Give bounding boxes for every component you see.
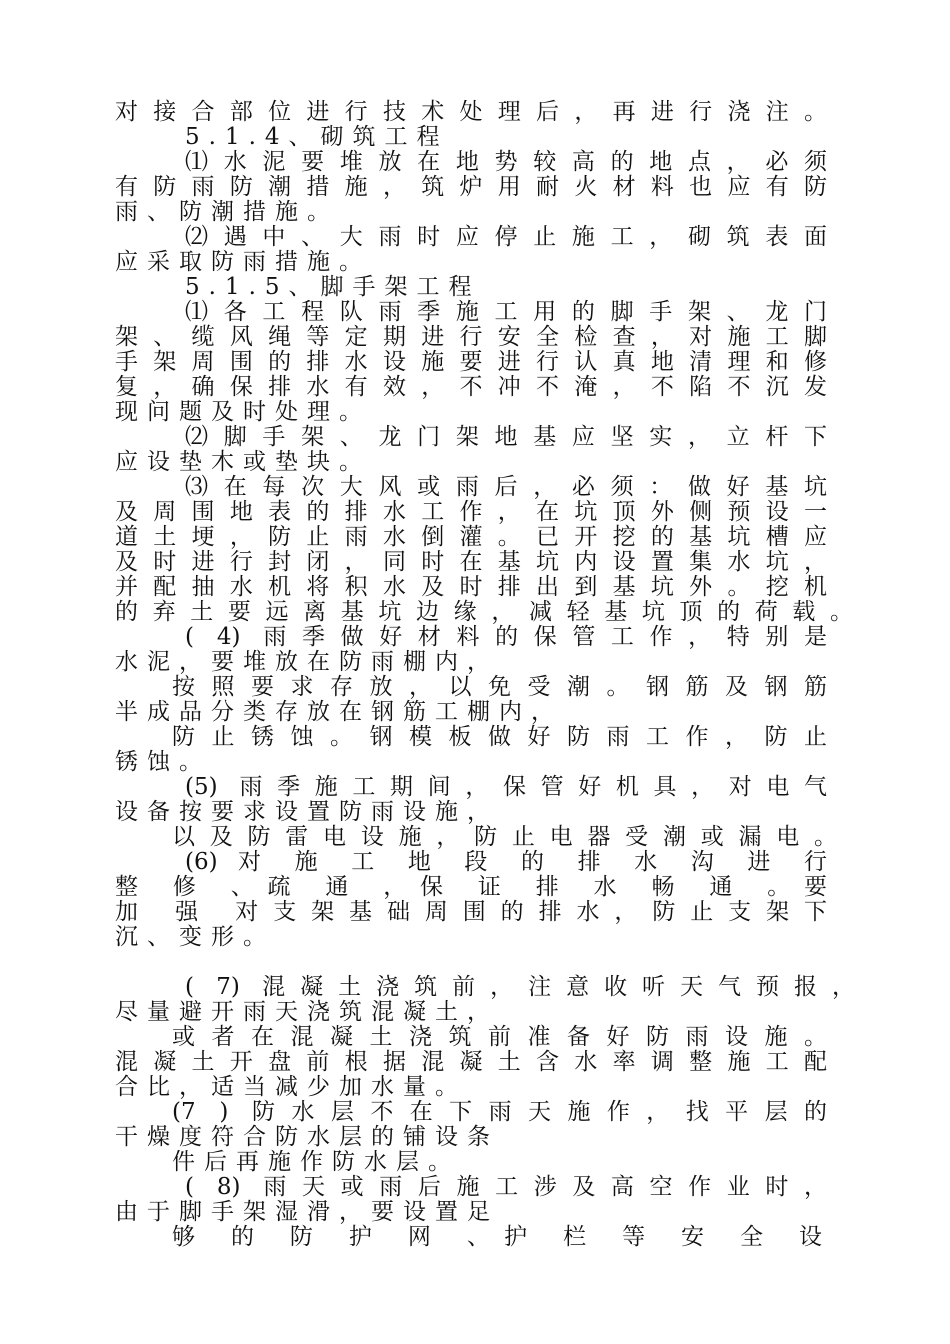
text-line: 够 的 防 护 网 、护 栏 等 安 全 设 (172, 1224, 822, 1250)
text-line: ⑵脚手架、龙门架地基应坚实，立杆下 (185, 424, 827, 450)
text-line: 应设垫木或垫块。 (115, 449, 371, 475)
text-line: (5) 雨季施工期间，保管好机具，对电气 (185, 774, 827, 800)
text-line: 件后再施作防水层。 (172, 1149, 460, 1175)
text-line: 有防雨防潮措施，筑炉用耐火材料也应有防 (115, 174, 827, 200)
text-line: (6) 对 施 工 地 段 的 排 水 沟 进 行 (185, 849, 827, 875)
text-line: 及时进行封闭，同时在基坑内设置集水坑， (115, 549, 827, 575)
text-line: 及周围地表的排水工作，在坑顶外侧预设一 (115, 499, 827, 525)
text-line: 尽量避开雨天浇筑混凝土， (115, 999, 499, 1025)
text-line: 道土埂，防止雨水倒灌。已开挖的基坑槽应 (115, 524, 827, 550)
text-line: ⑴水泥要堆放在地势较高的地点，必须 (185, 149, 827, 175)
text-line: ( 4) 雨季做好材料的保管工作，特别是 (185, 624, 827, 650)
text-line: 设备按要求设置防雨设施， (115, 799, 499, 825)
text-line: 干燥度符合防水层的铺设条 (115, 1124, 499, 1150)
text-line: 或者在混凝土浇筑前准备好防雨设施。 (172, 1024, 827, 1050)
section-heading: 5.1.4、砌筑工程 (185, 124, 449, 150)
text-line: 雨、防潮措施。 (115, 199, 339, 225)
text-line: 现问题及时处理。 (115, 399, 371, 425)
text-line: 以及防雷电设施，防止电器受潮或漏电。 (172, 824, 837, 850)
text-line: 水泥，要堆放在防雨棚内， (115, 649, 499, 675)
text-line: ⑵遇中、大雨时应停止施工，砌筑表面 (185, 224, 827, 250)
text-line: ( 8) 雨天或雨后施工涉及高空作业时， (185, 1174, 827, 1200)
text-line: ( 7) 混凝土浇筑前，注意收听天气预报， (185, 974, 855, 1000)
text-line: 对接合部位进行技术处理后，再进行浇注。 (115, 99, 827, 125)
section-heading: 5.1.5、脚手架工程 (185, 274, 481, 300)
text-line: 锈蚀。 (115, 749, 211, 775)
text-line: ⑶在每次大风或雨后，必须：做好基坑 (185, 474, 827, 500)
text-line: 手架周围的排水设施要进行认真地清理和修 (115, 349, 827, 375)
text-line: 复，确保排水有效，不冲不淹，不陷不沉发 (115, 374, 827, 400)
text-line: 混凝土开盘前根据混凝土含水率调整施工配 (115, 1049, 827, 1075)
text-line: 加 强 对支架基础周围的排水，防止支架下 (115, 899, 827, 925)
text-line: 合比，适当减少加水量。 (115, 1074, 467, 1100)
text-line: 按照要求存放，以免受潮。钢筋及钢筋 (172, 674, 827, 700)
text-line: (7 ) 防水层不在下雨天施作，找平层的 (172, 1099, 827, 1125)
text-line: 半成品分类存放在钢筋工棚内， (115, 699, 563, 725)
text-line: 的弃土要远离基坑边缘，减轻基坑顶的荷载。 (115, 599, 853, 625)
text-line: 架、缆风绳等定期进行安全检查，对施工脚 (115, 324, 827, 350)
text-line: 并配抽水机将积水及时排出到基坑外。挖机 (115, 574, 827, 600)
text-line: 整 修 、疏 通 ，保 证 排 水 畅 通 。要 (115, 874, 827, 900)
text-line: 防止锈蚀。钢模板做好防雨工作，防止 (172, 724, 827, 750)
text-line: 应采取防雨措施。 (115, 249, 371, 275)
text-line: 由于脚手架湿滑，要设置足 (115, 1199, 499, 1225)
text-line: 沉、变形。 (115, 924, 275, 950)
text-line: ⑴各工程队雨季施工用的脚手架、龙门 (185, 299, 827, 325)
